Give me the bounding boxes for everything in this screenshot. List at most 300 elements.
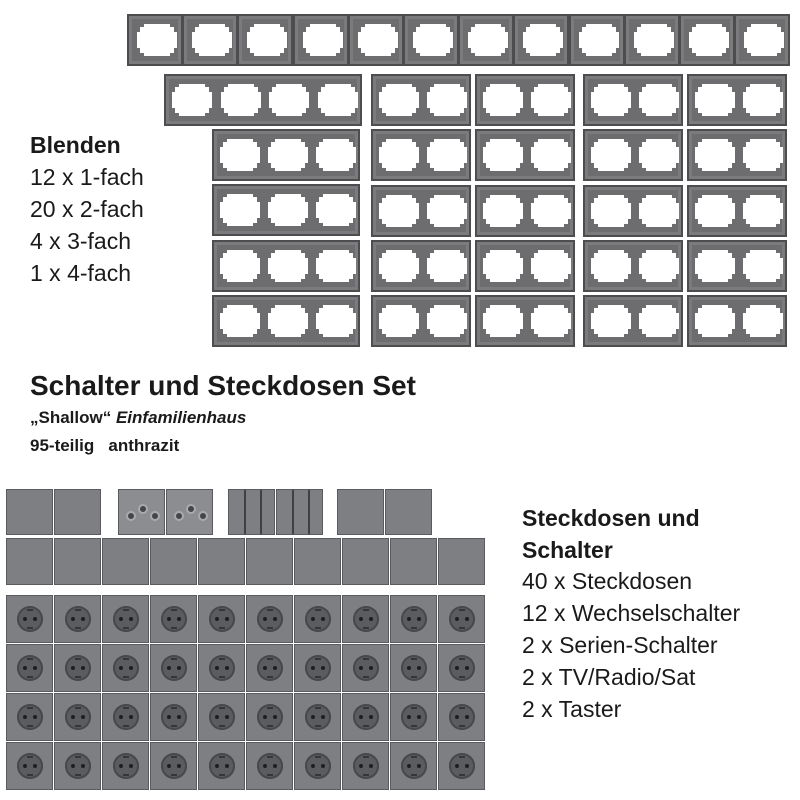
socket-icon — [17, 606, 43, 632]
rocker-split-line — [292, 490, 294, 534]
socket-pin — [81, 617, 85, 621]
socket-pin — [177, 666, 181, 670]
set-subtitle-quoted: „Shallow“ — [30, 408, 112, 427]
frame-3fach — [212, 129, 360, 181]
socket-icon — [257, 655, 283, 681]
socket-pin — [225, 617, 229, 621]
frame-1fach — [458, 14, 514, 66]
tv-port-icon — [138, 504, 148, 514]
socket-earth-clip — [411, 627, 417, 629]
socket-earth-clip — [315, 756, 321, 758]
frame-2fach — [583, 74, 683, 126]
socket-icon — [401, 753, 427, 779]
frame-2fach — [475, 129, 575, 181]
socket-earth-clip — [267, 676, 273, 678]
socket-pin — [119, 617, 123, 621]
socket-pin — [129, 617, 133, 621]
contents-line-5: 2 x Taster — [522, 696, 622, 722]
socket-pin — [81, 764, 85, 768]
tv-port-icon — [126, 511, 136, 521]
button-taster — [385, 489, 432, 535]
socket-pin — [311, 666, 315, 670]
socket-icon — [113, 753, 139, 779]
socket-pin — [455, 764, 459, 768]
contents-line-4: 2 x TV/Radio/Sat — [522, 664, 696, 690]
socket-earth-clip — [363, 609, 369, 611]
socket-icon — [353, 606, 379, 632]
steckdose — [54, 742, 101, 790]
steckdose — [102, 595, 149, 643]
steckdose — [246, 644, 293, 692]
frame-1fach — [237, 14, 293, 66]
socket-earth-clip — [27, 627, 33, 629]
steckdose — [54, 644, 101, 692]
socket-icon — [65, 704, 91, 730]
tv-port-icon — [150, 511, 160, 521]
socket-earth-clip — [123, 658, 129, 660]
steckdose — [6, 693, 53, 741]
button-taster — [54, 489, 101, 535]
frame-2fach — [371, 185, 471, 237]
steckdose — [390, 742, 437, 790]
socket-earth-clip — [171, 725, 177, 727]
socket-icon — [401, 704, 427, 730]
steckdose — [54, 693, 101, 741]
blenden-title: Blenden — [30, 132, 121, 158]
socket-earth-clip — [75, 774, 81, 776]
socket-earth-clip — [459, 627, 465, 629]
socket-pin — [407, 715, 411, 719]
socket-pin — [455, 715, 459, 719]
socket-earth-clip — [27, 756, 33, 758]
steckdose — [294, 693, 341, 741]
socket-pin — [129, 764, 133, 768]
steckdose — [294, 742, 341, 790]
socket-icon — [401, 655, 427, 681]
frame-2fach — [687, 74, 787, 126]
socket-pin — [177, 764, 181, 768]
steckdose — [246, 693, 293, 741]
steckdose — [342, 742, 389, 790]
socket-icon — [449, 704, 475, 730]
socket-earth-clip — [459, 658, 465, 660]
frame-2fach — [371, 74, 471, 126]
socket-pin — [407, 666, 411, 670]
socket-icon — [449, 753, 475, 779]
socket-earth-clip — [123, 725, 129, 727]
socket-earth-clip — [27, 707, 33, 709]
frame-2fach — [475, 185, 575, 237]
socket-earth-clip — [27, 725, 33, 727]
frame-2fach — [475, 74, 575, 126]
socket-earth-clip — [363, 774, 369, 776]
frame-3fach — [212, 295, 360, 347]
socket-icon — [17, 655, 43, 681]
socket-pin — [321, 666, 325, 670]
socket-earth-clip — [267, 725, 273, 727]
socket-earth-clip — [27, 609, 33, 611]
wechselschalter — [54, 538, 101, 585]
frame-2fach — [687, 129, 787, 181]
socket-icon — [65, 753, 91, 779]
tv-port-icon — [174, 511, 184, 521]
steckdose — [438, 644, 485, 692]
socket-pin — [417, 715, 421, 719]
socket-pin — [33, 617, 37, 621]
socket-pin — [71, 764, 75, 768]
socket-earth-clip — [219, 609, 225, 611]
socket-pin — [359, 617, 363, 621]
wechselschalter — [150, 538, 197, 585]
socket-icon — [17, 753, 43, 779]
socket-icon — [113, 704, 139, 730]
socket-pin — [129, 715, 133, 719]
steckdose — [198, 595, 245, 643]
steckdose — [390, 644, 437, 692]
socket-earth-clip — [267, 756, 273, 758]
frame-1fach — [624, 14, 680, 66]
steckdose — [150, 742, 197, 790]
socket-pin — [455, 617, 459, 621]
steckdose — [150, 693, 197, 741]
socket-earth-clip — [459, 725, 465, 727]
socket-pin — [321, 617, 325, 621]
frame-2fach — [687, 185, 787, 237]
socket-pin — [215, 666, 219, 670]
socket-pin — [177, 617, 181, 621]
wechselschalter — [198, 538, 245, 585]
socket-icon — [305, 655, 331, 681]
socket-pin — [129, 666, 133, 670]
socket-pin — [81, 666, 85, 670]
socket-earth-clip — [363, 658, 369, 660]
frame-1fach — [679, 14, 735, 66]
frame-2fach — [583, 295, 683, 347]
socket-earth-clip — [171, 756, 177, 758]
steckdose — [150, 644, 197, 692]
socket-icon — [353, 753, 379, 779]
socket-earth-clip — [27, 658, 33, 660]
wechselschalter — [6, 538, 53, 585]
socket-earth-clip — [75, 756, 81, 758]
socket-pin — [215, 715, 219, 719]
socket-earth-clip — [363, 676, 369, 678]
socket-pin — [273, 715, 277, 719]
blenden-line-1: 12 x 1-fach — [30, 164, 144, 190]
socket-pin — [417, 617, 421, 621]
socket-pin — [23, 715, 27, 719]
socket-icon — [113, 655, 139, 681]
socket-earth-clip — [171, 658, 177, 660]
socket-earth-clip — [219, 774, 225, 776]
socket-earth-clip — [315, 609, 321, 611]
socket-earth-clip — [123, 774, 129, 776]
socket-icon — [161, 753, 187, 779]
socket-earth-clip — [411, 774, 417, 776]
socket-earth-clip — [315, 707, 321, 709]
socket-icon — [305, 753, 331, 779]
contents-line-2: 12 x Wechselschalter — [522, 600, 741, 626]
socket-earth-clip — [267, 609, 273, 611]
socket-pin — [23, 764, 27, 768]
socket-pin — [417, 764, 421, 768]
frame-2fach — [583, 129, 683, 181]
socket-earth-clip — [267, 627, 273, 629]
steckdose — [102, 693, 149, 741]
button-taster — [337, 489, 384, 535]
socket-earth-clip — [411, 707, 417, 709]
socket-earth-clip — [267, 707, 273, 709]
socket-pin — [33, 764, 37, 768]
frame-2fach — [371, 129, 471, 181]
socket-pin — [263, 666, 267, 670]
socket-pin — [369, 715, 373, 719]
socket-earth-clip — [267, 658, 273, 660]
socket-pin — [465, 764, 469, 768]
frame-1fach — [293, 14, 349, 66]
steckdose — [294, 595, 341, 643]
socket-earth-clip — [75, 658, 81, 660]
socket-earth-clip — [171, 707, 177, 709]
wechselschalter — [246, 538, 293, 585]
socket-icon — [17, 704, 43, 730]
steckdose — [6, 742, 53, 790]
steckdose — [438, 595, 485, 643]
socket-earth-clip — [123, 609, 129, 611]
socket-pin — [359, 666, 363, 670]
socket-pin — [465, 666, 469, 670]
socket-pin — [407, 764, 411, 768]
socket-pin — [119, 764, 123, 768]
steckdose — [246, 742, 293, 790]
button-taster — [6, 489, 53, 535]
socket-earth-clip — [75, 725, 81, 727]
socket-icon — [65, 606, 91, 632]
frame-3fach — [212, 184, 360, 236]
socket-icon — [161, 606, 187, 632]
socket-pin — [465, 617, 469, 621]
socket-icon — [161, 655, 187, 681]
socket-pin — [167, 715, 171, 719]
socket-earth-clip — [315, 676, 321, 678]
socket-pin — [177, 715, 181, 719]
frame-2fach — [583, 185, 683, 237]
socket-pin — [225, 715, 229, 719]
socket-icon — [209, 655, 235, 681]
socket-pin — [263, 617, 267, 621]
socket-earth-clip — [27, 774, 33, 776]
frame-2fach — [371, 240, 471, 292]
socket-pin — [455, 666, 459, 670]
socket-pin — [71, 715, 75, 719]
set-subtitle-italic: Einfamilienhaus — [115, 408, 247, 427]
contents-title-line2: Schalter — [522, 537, 613, 563]
socket-pin — [215, 764, 219, 768]
set-details: 95-teilig anthrazit — [30, 436, 180, 455]
socket-pin — [71, 617, 75, 621]
socket-icon — [305, 704, 331, 730]
socket-earth-clip — [123, 756, 129, 758]
socket-pin — [273, 764, 277, 768]
socket-icon — [209, 606, 235, 632]
rocker-split-line — [244, 490, 246, 534]
set-title: Schalter und Steckdosen Set — [30, 370, 416, 401]
steckdose — [390, 595, 437, 643]
socket-pin — [369, 617, 373, 621]
socket-earth-clip — [459, 774, 465, 776]
socket-earth-clip — [123, 627, 129, 629]
socket-earth-clip — [411, 609, 417, 611]
frame-3fach — [212, 240, 360, 292]
contents-line-3: 2 x Serien-Schalter — [522, 632, 718, 658]
frame-2fach — [583, 240, 683, 292]
steckdose — [6, 644, 53, 692]
socket-earth-clip — [363, 756, 369, 758]
tv-radio-sat-socket — [166, 489, 213, 535]
socket-earth-clip — [411, 676, 417, 678]
socket-earth-clip — [27, 676, 33, 678]
socket-icon — [401, 606, 427, 632]
steckdose — [438, 693, 485, 741]
frame-1fach — [348, 14, 404, 66]
socket-pin — [465, 715, 469, 719]
socket-earth-clip — [171, 676, 177, 678]
wechselschalter — [390, 538, 437, 585]
wechselschalter — [438, 538, 485, 585]
set-subtitle — [30, 408, 246, 428]
socket-pin — [407, 617, 411, 621]
socket-pin — [23, 666, 27, 670]
socket-earth-clip — [315, 658, 321, 660]
socket-earth-clip — [411, 658, 417, 660]
steckdose — [342, 595, 389, 643]
tv-port-icon — [186, 504, 196, 514]
serien-schalter — [228, 489, 275, 535]
socket-pin — [81, 715, 85, 719]
socket-icon — [449, 606, 475, 632]
frame-4fach — [164, 74, 362, 126]
socket-earth-clip — [459, 676, 465, 678]
socket-icon — [257, 704, 283, 730]
socket-icon — [113, 606, 139, 632]
steckdose — [198, 644, 245, 692]
socket-pin — [33, 666, 37, 670]
socket-pin — [263, 764, 267, 768]
socket-pin — [273, 617, 277, 621]
socket-pin — [311, 617, 315, 621]
frame-1fach — [734, 14, 790, 66]
wechselschalter — [102, 538, 149, 585]
contents-title-line1: Steckdosen und — [522, 505, 700, 531]
socket-pin — [273, 666, 277, 670]
socket-pin — [359, 715, 363, 719]
socket-icon — [257, 606, 283, 632]
blenden-line-2: 20 x 2-fach — [30, 196, 144, 222]
socket-earth-clip — [75, 609, 81, 611]
socket-earth-clip — [411, 725, 417, 727]
socket-pin — [321, 764, 325, 768]
frame-1fach — [513, 14, 569, 66]
socket-icon — [209, 753, 235, 779]
socket-pin — [33, 715, 37, 719]
steckdose — [150, 595, 197, 643]
frame-2fach — [475, 240, 575, 292]
socket-pin — [417, 666, 421, 670]
steckdose — [342, 693, 389, 741]
steckdose — [198, 693, 245, 741]
socket-pin — [369, 764, 373, 768]
socket-pin — [167, 764, 171, 768]
socket-icon — [449, 655, 475, 681]
rocker-split-line — [260, 490, 262, 534]
socket-icon — [353, 704, 379, 730]
socket-earth-clip — [219, 725, 225, 727]
steckdose — [198, 742, 245, 790]
socket-earth-clip — [363, 725, 369, 727]
socket-pin — [71, 666, 75, 670]
socket-earth-clip — [315, 774, 321, 776]
socket-pin — [167, 617, 171, 621]
serien-schalter — [276, 489, 323, 535]
socket-earth-clip — [171, 774, 177, 776]
socket-earth-clip — [267, 774, 273, 776]
socket-earth-clip — [315, 627, 321, 629]
rocker-split-line — [308, 490, 310, 534]
socket-pin — [215, 617, 219, 621]
frame-1fach — [403, 14, 459, 66]
socket-icon — [65, 655, 91, 681]
socket-pin — [119, 715, 123, 719]
steckdose — [102, 644, 149, 692]
socket-earth-clip — [219, 658, 225, 660]
socket-earth-clip — [459, 756, 465, 758]
frame-2fach — [371, 295, 471, 347]
socket-pin — [369, 666, 373, 670]
socket-earth-clip — [219, 756, 225, 758]
socket-earth-clip — [459, 707, 465, 709]
socket-pin — [225, 666, 229, 670]
socket-icon — [305, 606, 331, 632]
frame-2fach — [687, 240, 787, 292]
socket-earth-clip — [123, 707, 129, 709]
socket-pin — [263, 715, 267, 719]
wechselschalter — [342, 538, 389, 585]
socket-earth-clip — [171, 627, 177, 629]
socket-earth-clip — [75, 627, 81, 629]
steckdose — [54, 595, 101, 643]
socket-icon — [161, 704, 187, 730]
wechselschalter — [294, 538, 341, 585]
socket-earth-clip — [219, 627, 225, 629]
socket-earth-clip — [171, 609, 177, 611]
socket-earth-clip — [459, 609, 465, 611]
socket-pin — [225, 764, 229, 768]
steckdose — [294, 644, 341, 692]
socket-earth-clip — [219, 676, 225, 678]
blenden-line-3: 4 x 3-fach — [30, 228, 131, 254]
socket-earth-clip — [75, 707, 81, 709]
socket-pin — [167, 666, 171, 670]
steckdose — [6, 595, 53, 643]
socket-icon — [353, 655, 379, 681]
blenden-line-4: 1 x 4-fach — [30, 260, 131, 286]
socket-icon — [209, 704, 235, 730]
frame-1fach — [182, 14, 238, 66]
socket-pin — [311, 715, 315, 719]
frame-1fach — [569, 14, 625, 66]
contents-line-1: 40 x Steckdosen — [522, 568, 693, 594]
socket-pin — [321, 715, 325, 719]
